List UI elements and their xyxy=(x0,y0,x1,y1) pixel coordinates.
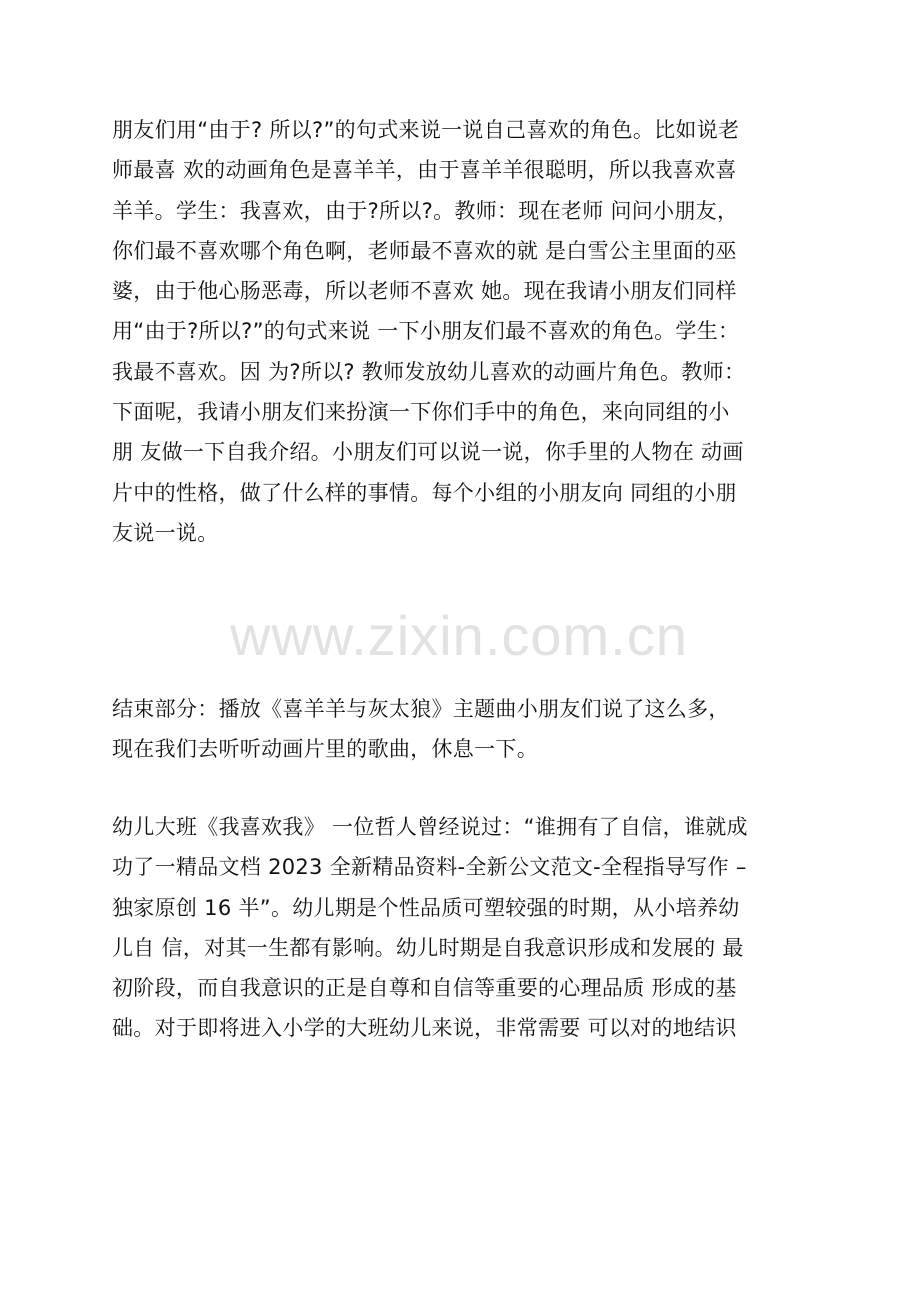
text-line: 初阶段，而自我意识的正是自尊和自信等重要的心理品质 形成的基 xyxy=(112,976,737,1001)
text-line: 片中的性格，做了什么样的事情。每个小组的小朋友向 同组的小朋 xyxy=(112,480,737,505)
text-line: 础。对于即将进入小学的大班幼儿来说，非常需要 可以对的地结识 xyxy=(112,1016,737,1041)
text-line: 朋友们用“由于? 所以?”的句式来说一说自己喜欢的角色。比如说老 xyxy=(112,118,740,142)
text-line: 羊羊。学生：我喜欢，由于?所以?。教师：现在老师 问问小朋友， xyxy=(112,198,739,223)
text-line: 我最不喜欢。因 为?所以? 教师发放幼儿喜欢的动画片角色。教师： xyxy=(112,359,746,384)
paragraph-1 xyxy=(112,110,812,553)
paragraph-3 xyxy=(112,807,812,1049)
text-line: 师最喜 欢的动画角色是喜羊羊，由于喜羊羊很聪明，所以我喜欢喜 xyxy=(112,158,737,183)
text-line: 儿自 信，对其一生都有影响。幼儿时期是自我意识形成和发展的 最 xyxy=(112,935,744,960)
text-line: 现在我们去听听动画片里的歌曲，休息一下。 xyxy=(112,737,538,762)
text-line: 婆，由于他心肠恶毒，所以老师不喜欢 她。现在我请小朋友们同样 xyxy=(112,279,737,304)
text-line: 用“由于?所以?”的句式来说 一下小朋友们最不喜欢的角色。学生： xyxy=(112,319,740,344)
text-line: 下面呢，我请小朋友们来扮演一下你们手中的角色，来向同组的小 xyxy=(112,400,730,425)
text-line: 朋 友做一下自我介绍。小朋友们可以说一说，你手里的人物在 动画 xyxy=(112,440,744,465)
text-line: 功了一精品文档 2023 全新精品资料-全新公文范文-全程指导写作 – xyxy=(112,855,747,880)
text-line: 你们最不喜欢哪个角色啊，老师最不喜欢的就 是白雪公主里面的巫 xyxy=(112,238,737,263)
text-line: 结束部分：播放《喜羊羊与灰太狼》主题曲小朋友们说了这么多， xyxy=(112,697,730,721)
paragraph-2 xyxy=(112,689,812,770)
watermark: www.zixin.com.cn xyxy=(230,604,688,667)
text-line: 幼儿大班《我喜欢我》 一位哲人曾经说过：“谁拥有了自信，谁就成 xyxy=(112,815,748,839)
text-line: 友说一说。 xyxy=(112,520,219,545)
text-line: 独家原创 16 半”。幼儿期是个性品质可塑较强的时期，从小培养幼 xyxy=(112,895,740,920)
